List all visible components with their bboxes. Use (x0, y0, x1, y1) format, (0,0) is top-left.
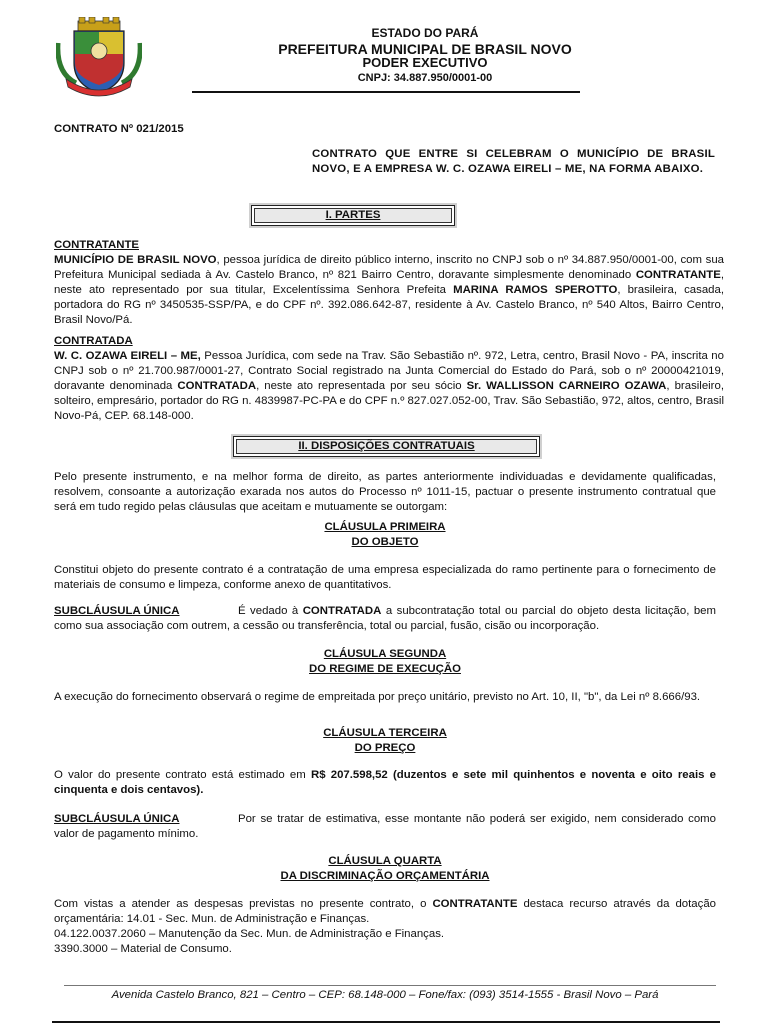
clause-2-subtitle: DO REGIME DE EXECUÇÃO (309, 663, 461, 675)
clause-2-text: A execução do fornecimento observará o regime de empreitada por preço unitário, previsto no Art. 10, II, "b", da Lei nº 8.666/93. (54, 691, 701, 703)
clause-4-line-2: 04.122.0037.2060 – Manutenção da Sec. Mun. de Administração e Finanças. (54, 928, 445, 940)
clause-2-title: CLÁUSULA SEGUNDA (323, 648, 447, 660)
clause-3-title: CLÁUSULA TERCEIRA (323, 727, 447, 739)
footer-bottom-rule (52, 1021, 720, 1023)
contratante-paragraph: MUNICÍPIO DE BRASIL NOVO, pessoa jurídica de direito público interno, inscrito no CNPJ sob o nº 34.887.950/0001-00, com sua Prefeitura Municipal sediada à Av. Castelo Branco, nº 821 Bairro Centro, doravante simplesmente denominado CONTRATANTE, neste ato representado por sua titular, Excelentíssima Senhora Prefeita MARINA RAMOS SPEROTTO, brasileira, casada, portadora do RG nº 3450535-SSP/PA, e do CPF nº. 392.086.642-87, residente à Av. Castelo Branco, nº 540 Altos, Bairro Centro, Brasil Novo/Pá. (54, 254, 724, 326)
clause-4-title: CLÁUSULA QUARTA (328, 855, 442, 867)
footer-address: Avenida Castelo Branco, 821 – Centro – CEP: 68.148-000 – Fone/fax: (093) 3514-1555 - Brasil Novo – Pará (111, 989, 659, 1001)
header-power: PODER EXECUTIVO (362, 55, 488, 70)
contract-summary: CONTRATO QUE ENTRE SI CELEBRAM O MUNICÍPIO DE BRASIL NOVO, E A EMPRESA W. C. OZAWA EIRELI – ME, NA FORMA ABAIXO. (312, 148, 715, 175)
clause-3-subtitle: DO PREÇO (354, 742, 416, 754)
contract-value: R$ 207.598,52 (duzentos e sete mil quinhentos e noventa e oito reais e cinquenta e dois centavos). (54, 769, 716, 796)
section-partes-heading: I. PARTES (251, 205, 455, 226)
contratada-name: W. C. OZAWA EIRELI – ME, (54, 350, 201, 362)
contratante-name: MUNICÍPIO DE BRASIL NOVO (54, 254, 217, 266)
header-cnpj: CNPJ: 34.887.950/0001-00 (357, 72, 493, 84)
clause-4-text: Com vistas a atender as despesas previstas no presente contrato, o CONTRATANTE destaca recurso através da dotação orçamentária: 14.01 - Sec. Mun. de Administração e Finanças. (54, 898, 716, 925)
clause-3-subclause: SUBCLÁUSULA ÚNICA Por se tratar de estimativa, esse montante não poderá ser exigido, nem considerado como valor de pagamento mínimo. (54, 813, 716, 840)
subclause-label: SUBCLÁUSULA ÚNICA (54, 813, 180, 825)
subclause-label: SUBCLÁUSULA ÚNICA (54, 605, 180, 617)
clause-3-heading (0, 726, 770, 756)
clause-1-heading (0, 520, 770, 550)
clause-1-subclause: SUBCLÁUSULA ÚNICA É vedado à CONTRATADA a subcontratação total ou parcial do objeto desta licitação, bem como sua associação com outrem, a cessão ou transferência, total ou parcial, fusão, cisão ou incorporação. (54, 605, 716, 632)
section-disposicoes-heading: II. DISPOSIÇÕES CONTRATUAIS (233, 436, 540, 457)
contratada-label: CONTRATADA (54, 335, 133, 347)
header-divider (192, 91, 580, 93)
footer-divider (64, 985, 716, 986)
clause-1-subtitle: DO OBJETO (351, 536, 419, 548)
disposicoes-intro: Pelo presente instrumento, e na melhor forma de direito, as partes anteriormente individuadas e devidamente qualificadas, resolvem, consoante a autorização exarada nos autos do Processo nº 1011-15, pactuar o presente instrumento contratual que será em tudo regido pelas cláusulas que aceitam e mutuamente se outorgam: (54, 471, 716, 513)
clause-4-heading (0, 854, 770, 884)
clause-1-text: Constitui objeto do presente contrato é a contratação de uma empresa especializada do ramo pertinente para o fornecimento de materiais de consumo e limpeza, conforme anexo de quantitativos. (54, 564, 716, 591)
clause-3-text: O valor do presente contrato está estimado em R$ 207.598,52 (duzentos e sete mil quinhentos e noventa e oito reais e cinquenta e dois centavos). (54, 769, 716, 796)
clause-1-title: CLÁUSULA PRIMEIRA (324, 521, 446, 533)
contratada-paragraph: W. C. OZAWA EIRELI – ME, Pessoa Jurídica, com sede na Trav. São Sebastião nº. 972, Letra, centro, Brasil Novo - PA, inscrita no CNPJ sob o nº 21.700.987/0001-27, Contrato Social registrado na Junta Comercial do Estado do Pará, sob o nº 20000421019, doravante denominada CONTRATADA, neste ato representada por seu sócio Sr. WALLISSON CARNEIRO OZAWA, brasileiro, solteiro, empresário, portador do RG n. 4839987-PC-PA e do CPF n.º 827.027.052-00, Trav. São Sebastião, 972, altos, centro, Brasil Novo-Pá, CEP. 68.148-000. (54, 350, 724, 422)
clause-4-subtitle: DA DISCRIMINAÇÃO ORÇAMENTÁRIA (280, 870, 490, 882)
clause-4-line-3: 3390.3000 – Material de Consumo. (54, 943, 232, 955)
clause-2-heading (0, 647, 770, 677)
contract-number: CONTRATO Nº 021/2015 (54, 123, 184, 135)
header-state: ESTADO DO PARÁ (371, 26, 479, 40)
contratante-label: CONTRATANTE (54, 239, 139, 251)
header-prefecture: PREFEITURA MUNICIPAL DE BRASIL NOVO (278, 41, 572, 57)
